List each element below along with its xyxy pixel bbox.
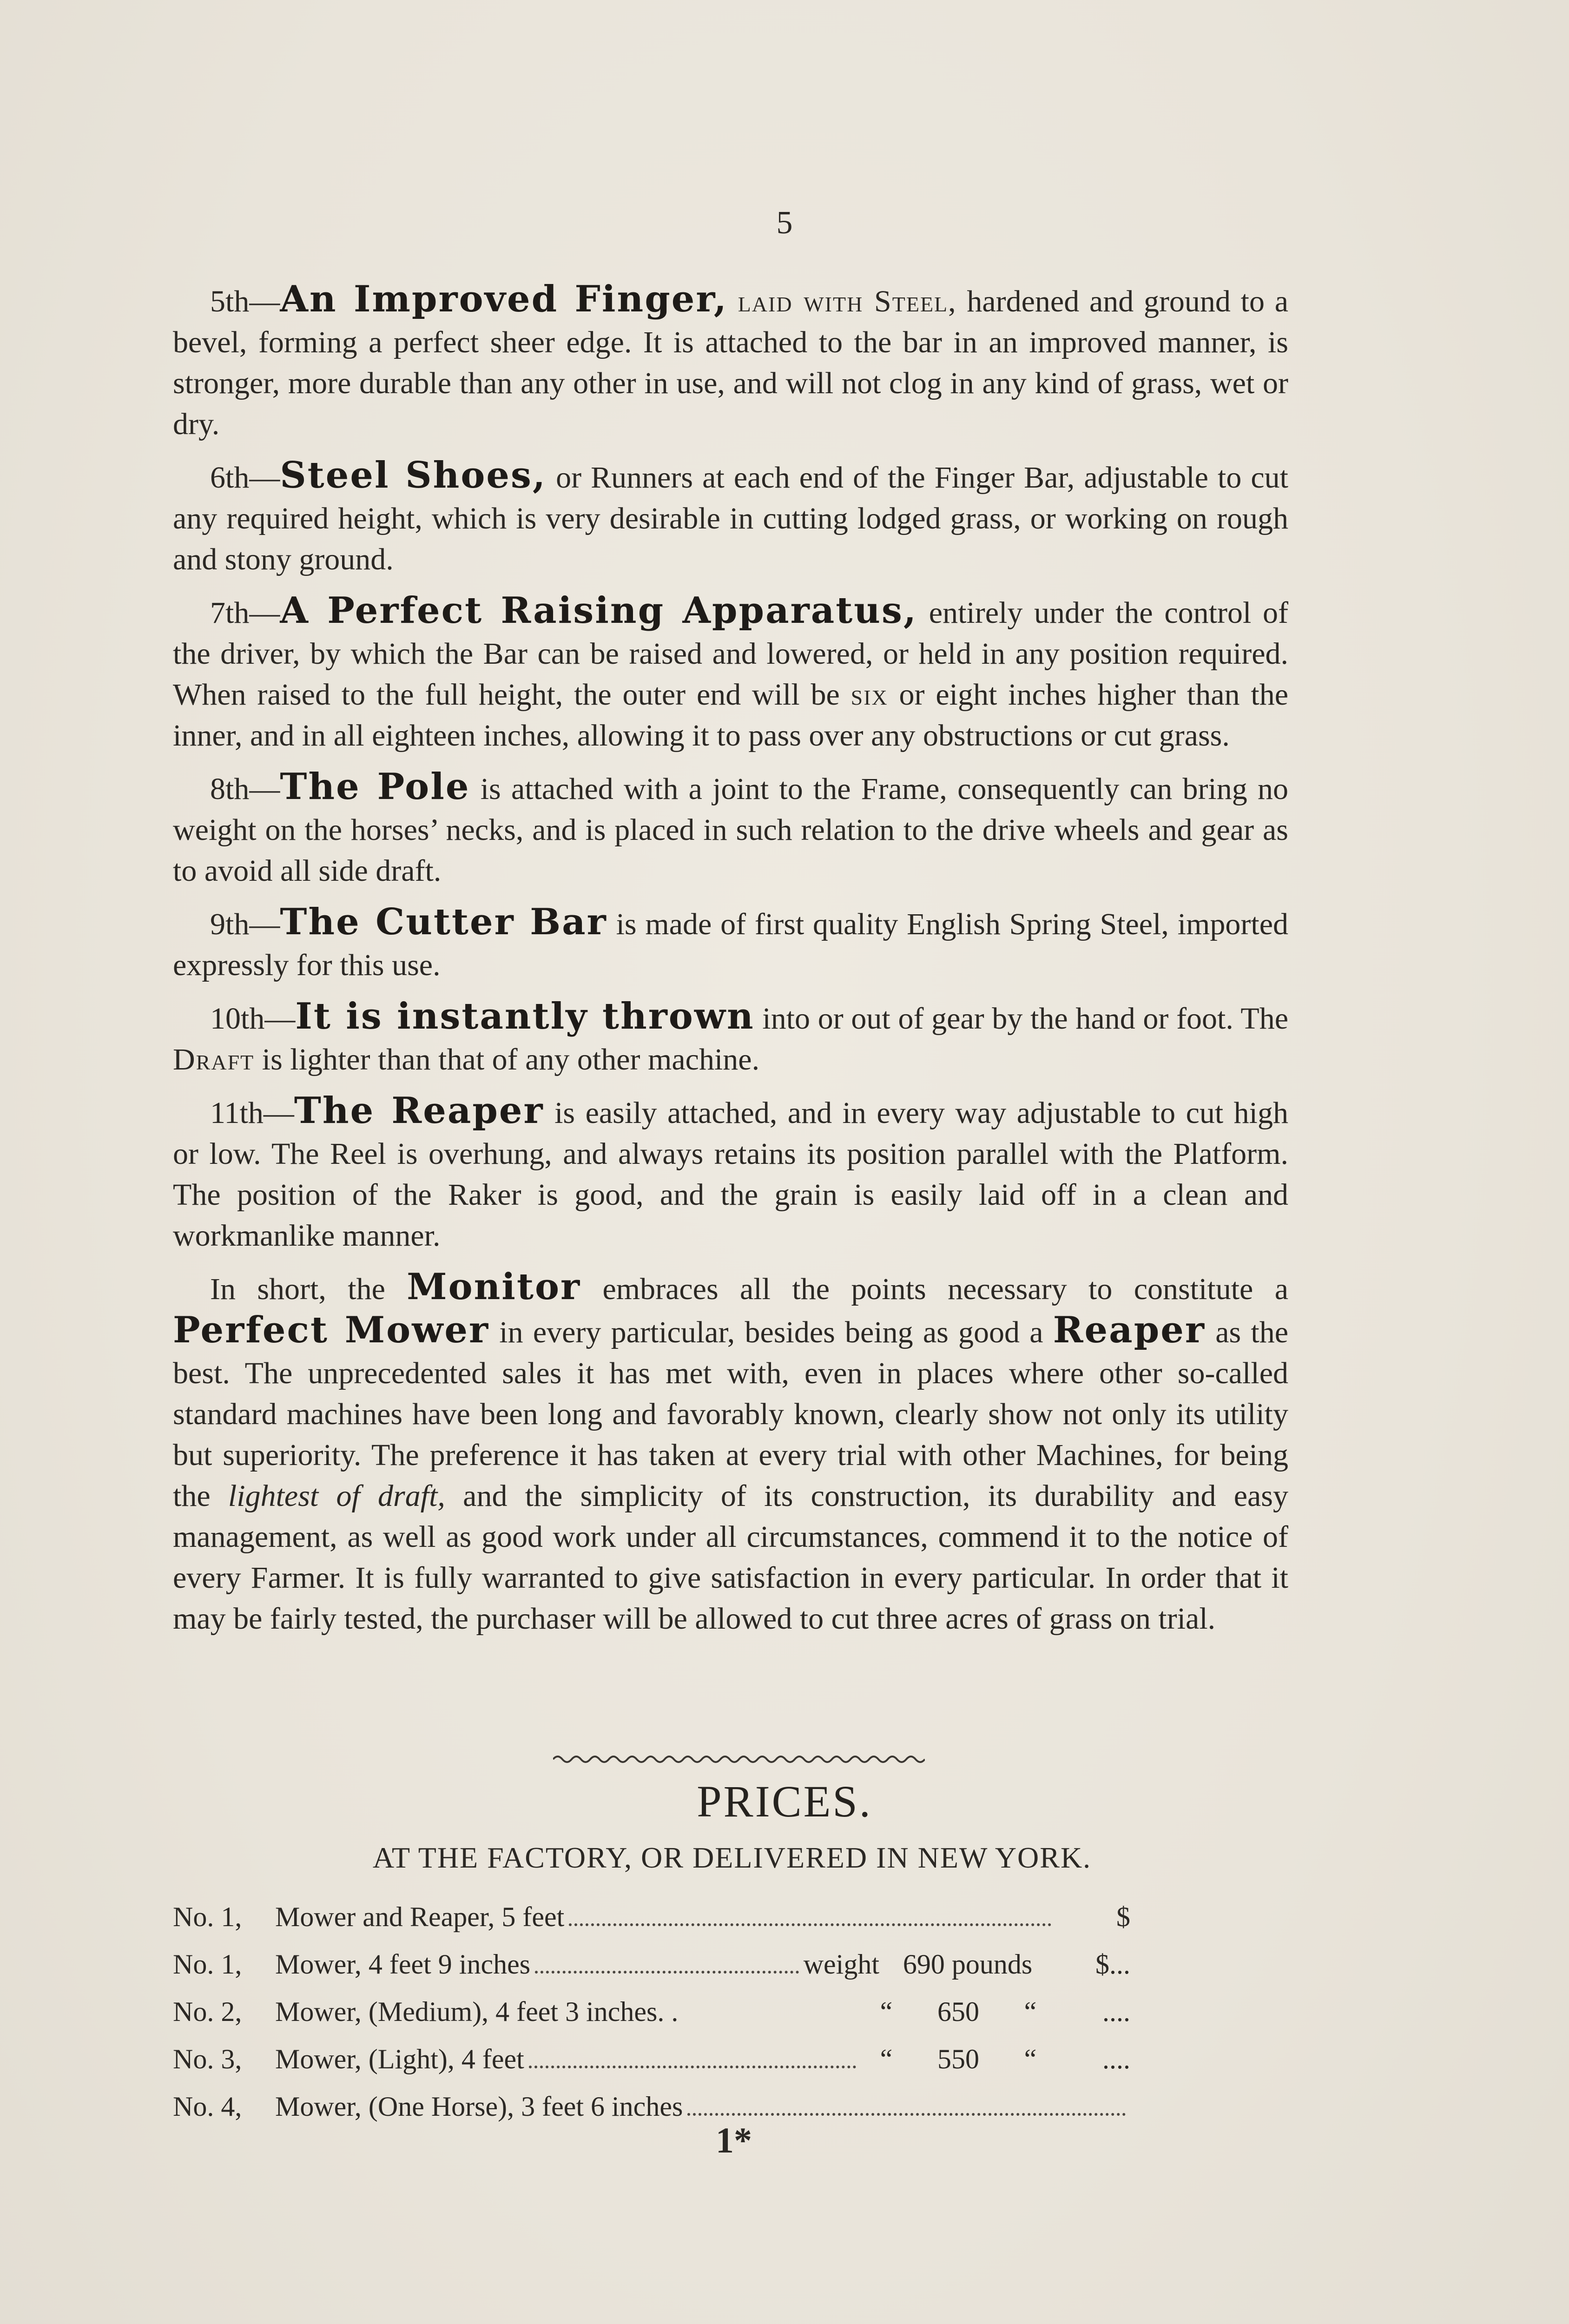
price-description: Mower, 4 feet 9 inches — [275, 1949, 531, 1980]
price-description: Mower, (Light), 4 feet — [275, 2044, 524, 2074]
feature-heading: It is instantly thrown — [295, 995, 755, 1037]
feature-prefix: 9th— — [210, 907, 280, 941]
feature-7th — [173, 590, 1288, 756]
price-number: No. 2, — [173, 1996, 242, 2027]
feature-prefix: 10th— — [210, 1002, 296, 1036]
price-row — [173, 1996, 1130, 2043]
summary-paragraph — [173, 1267, 1288, 1639]
feature-prefix: 7th— — [210, 596, 280, 630]
price-row — [173, 2091, 1130, 2138]
ditto-mark: “ — [1024, 2044, 1037, 2074]
price-weight-value: 550 — [937, 2044, 979, 2074]
price-dollar: .... — [1102, 1996, 1130, 2027]
feature-9th — [173, 902, 1288, 986]
leader-dots — [529, 2066, 856, 2068]
feature-heading: Steel Shoes, — [280, 454, 547, 496]
price-weight-label: weight — [803, 1949, 879, 1980]
price-dollar: $ — [1116, 1901, 1130, 1932]
feature-smallcaps: Draft — [173, 1043, 255, 1076]
summary-text: In short, the — [210, 1272, 407, 1306]
leader-dots — [535, 1971, 799, 1974]
feature-list — [173, 279, 1288, 1650]
prices-subtitle: AT THE FACTORY, OR DELIVERED IN NEW YORK. — [372, 1841, 1092, 1874]
price-description: Mower and Reaper, 5 feet — [275, 1901, 565, 1932]
summary-text: embraces all the points necessary to constitute a — [581, 1272, 1288, 1306]
feature-5th — [173, 279, 1288, 445]
summary-italic: lightest of draft, — [228, 1479, 445, 1513]
summary-heading-monitor: Monitor — [407, 1266, 581, 1308]
feature-6th — [173, 455, 1288, 580]
price-weight-value: 690 pounds — [903, 1949, 1033, 1980]
feature-prefix: 6th— — [210, 461, 280, 495]
feature-text: hardened and ground to a bevel, forming a perfect sheer edge. It is attached to the bar in an improved manner, is stronger, more durable than any other in use, and will not clog in any kind of grass, wet or dry. — [173, 284, 1289, 441]
price-number: No. 3, — [173, 2044, 242, 2074]
feature-heading: An Improved Finger, — [280, 278, 728, 320]
price-number: No. 1, — [173, 1901, 242, 1932]
feature-text: or Runners at each end of the Finger Bar, adjustable to cut any required height, which is very desirable in cutting lodged grass, or working on rough and stony ground. — [173, 461, 1288, 576]
leader-dots — [569, 1923, 1051, 1926]
feature-text-after: is lighter than that of any other machine. — [254, 1043, 760, 1076]
feature-smallcaps: laid with Steel, — [738, 284, 957, 318]
leader-dots — [687, 2113, 1126, 2116]
feature-text: is easily attached, and in every way adjustable to cut high or low. The Reel is overhung, and always retains its position parallel with the Platform. The position of the Raker is good, and the grain is easily laid off in a clean and workmanlike manner. — [173, 1096, 1288, 1253]
feature-heading: A Perfect Raising Apparatus, — [280, 589, 918, 632]
feature-heading: The Cutter Bar — [280, 901, 607, 943]
feature-text-after: or eight inches higher than the inner, and in all eighteen inches, allowing it to pass over any obstructions or cut grass. — [173, 678, 1289, 753]
summary-heading-mower: Perfect Mower — [173, 1309, 490, 1351]
feature-text: into or out of gear by the hand or foot. The — [754, 1002, 1288, 1036]
feature-smallcaps: six — [850, 678, 888, 712]
price-dollar: $... — [1095, 1949, 1130, 1980]
prices-title: PRICES. — [697, 1776, 872, 1826]
page-number: 5 — [776, 205, 793, 241]
feature-text: is made of first quality English Spring Steel, imported expressly for this use. — [173, 907, 1288, 982]
price-row — [173, 1948, 1130, 1996]
summary-text: as the best. The unprecedented sales it has met with, even in places where other so-called standard machines have been long and favorably known, clearly show not only its utility but superiority. The preference it has taken at every trial with other Machines, for being the — [173, 1315, 1289, 1513]
feature-heading: The Reaper — [294, 1089, 544, 1132]
feature-prefix: 5th— — [210, 284, 280, 318]
price-number: No. 4, — [173, 2091, 242, 2122]
summary-text: in every particular, besides being as good a — [489, 1315, 1053, 1349]
price-description: Mower, (Medium), 4 feet 3 inches. . — [275, 1996, 679, 2027]
ditto-mark: “ — [880, 1996, 893, 2027]
feature-text: is attached with a joint to the Frame, consequently can bring no weight on the horses’ necks, and is placed in such relation to the drive wheels and gear as to avoid all side draft. — [173, 772, 1288, 888]
feature-prefix: 8th— — [210, 772, 280, 806]
decorative-wavy-rule — [553, 1752, 925, 1766]
summary-text: and the simplicity of its construction, its durability and easy management, as well as good work under all circumstances, commend it to the notice of every Farmer. It is fully warranted to give satisfaction in every particular. In order that it may be fairly tested, the purchaser will be allowed to cut three acres of grass on trial. — [173, 1479, 1288, 1636]
price-row — [173, 1901, 1130, 1948]
price-row — [173, 2043, 1130, 2091]
ditto-mark: “ — [1024, 1996, 1037, 2027]
feature-8th — [173, 766, 1288, 891]
price-dollar: .... — [1102, 2044, 1130, 2074]
summary-heading-reaper: Reaper — [1053, 1309, 1206, 1351]
feature-prefix: 11th— — [210, 1096, 294, 1130]
ditto-mark: “ — [880, 2044, 893, 2074]
feature-text: entirely under the control of the driver, by which the Bar can be raised and lowered, or held in any position required. When raised to the full height, the outer end will be — [173, 596, 1288, 712]
price-number: No. 1, — [173, 1949, 242, 1980]
feature-11th — [173, 1090, 1288, 1256]
signature-mark: 1* — [716, 2120, 752, 2160]
feature-10th — [173, 996, 1288, 1080]
price-list — [173, 1901, 1130, 2138]
feature-heading: The Pole — [280, 766, 470, 808]
price-description: Mower, (One Horse), 3 feet 6 inches — [275, 2091, 683, 2122]
price-weight-value: 650 — [937, 1996, 979, 2027]
